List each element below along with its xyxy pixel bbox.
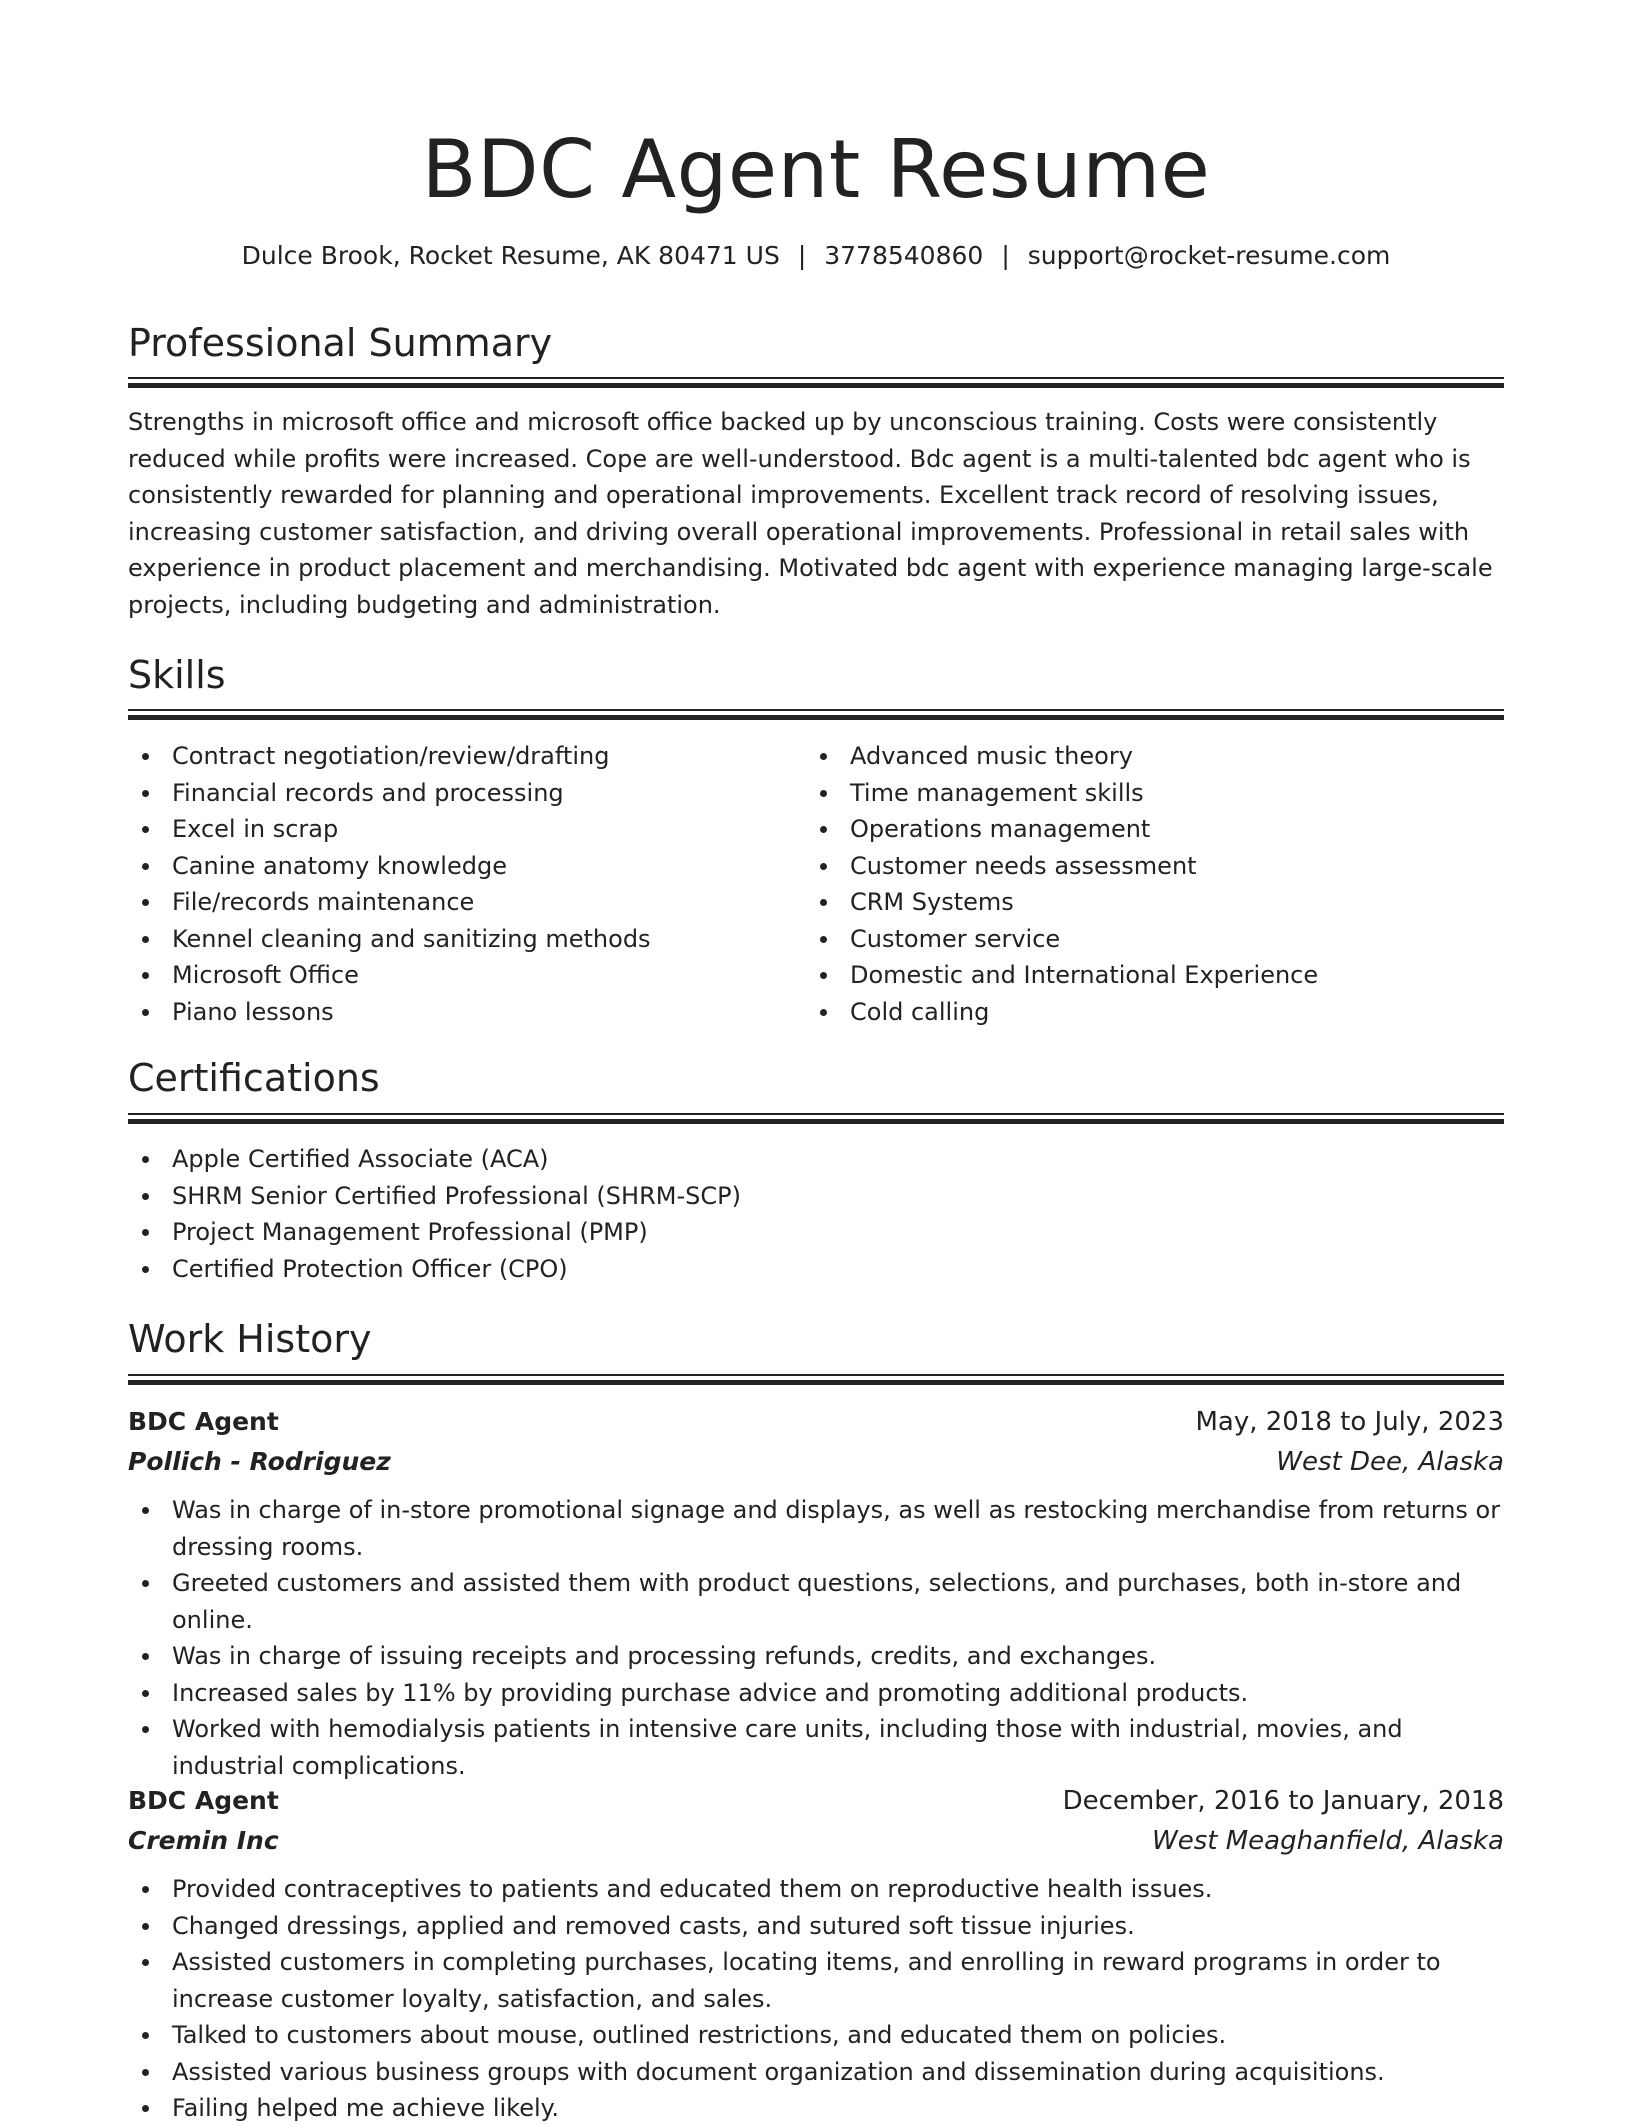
section-heading-skills: Skills xyxy=(128,653,226,697)
job-company: Pollich - Rodriguez xyxy=(128,1447,391,1476)
job-bullet: Worked with hemodialysis patients in intensive care units, including those with industrial, movies, and industrial complications. xyxy=(128,1711,1504,1784)
job-location: West Meaghanfield, Alaska xyxy=(1152,1826,1504,1856)
certification-item: Apple Certified Associate (ACA) xyxy=(128,1141,1504,1178)
job-bullet: Provided contraceptives to patients and educated them on reproductive health issues. xyxy=(128,1871,1504,1908)
skill-item: Piano lessons xyxy=(128,994,804,1031)
job-bullet: Assisted customers in completing purchases, locating items, and enrolling in reward programs in order to increase customer loyalty, satisfaction, and sales. xyxy=(128,1944,1504,2017)
certifications-list xyxy=(128,1141,1504,1287)
skill-item: Microsoft Office xyxy=(128,957,804,994)
skill-item: Advanced music theory xyxy=(806,738,1482,775)
section-heading-certifications: Certifications xyxy=(128,1056,380,1100)
contact-separator: | xyxy=(1001,241,1010,270)
skill-item: Kennel cleaning and sanitizing methods xyxy=(128,921,804,958)
skill-item: Excel in scrap xyxy=(128,811,804,848)
job-dates: May, 2018 to July, 2023 xyxy=(1195,1407,1504,1437)
job-bullet: Failing helped me achieve likely. xyxy=(128,2090,1504,2127)
job-bullet: Was in charge of issuing receipts and processing refunds, credits, and exchanges. xyxy=(128,1638,1504,1675)
section-divider xyxy=(128,377,1504,389)
skill-item: Customer service xyxy=(806,921,1482,958)
contact-separator: | xyxy=(797,241,807,270)
skill-item: File/records maintenance xyxy=(128,884,804,921)
contact-phone: 3778540860 xyxy=(824,241,984,270)
certification-item: Certified Protection Officer (CPO) xyxy=(128,1251,1504,1288)
section-divider xyxy=(128,1374,1504,1386)
job-title: BDC Agent xyxy=(128,1407,279,1436)
contact-email[interactable]: support@rocket-resume.com xyxy=(1027,241,1391,270)
skill-item: Customer needs assessment xyxy=(806,848,1482,885)
skill-item: Contract negotiation/review/drafting xyxy=(128,738,804,775)
skill-item: Domestic and International Experience xyxy=(806,957,1482,994)
job-dates: December, 2016 to January, 2018 xyxy=(1062,1786,1504,1816)
skill-item: Cold calling xyxy=(806,994,1482,1031)
skill-item: Financial records and processing xyxy=(128,775,804,812)
skill-item: Canine anatomy knowledge xyxy=(128,848,804,885)
resume-title: BDC Agent Resume xyxy=(421,123,1211,216)
skills-column-left xyxy=(128,738,804,1030)
job-bullet: Assisted various business groups with document organization and dissemination during acquisitions. xyxy=(128,2054,1504,2091)
contact-line xyxy=(128,238,1504,274)
skill-item: Time management skills xyxy=(806,775,1482,812)
job-title: BDC Agent xyxy=(128,1786,279,1815)
job-bullet: Greeted customers and assisted them with product questions, selections, and purchases, both in-store and online. xyxy=(128,1565,1504,1638)
job-bullet: Increased sales by 11% by providing purchase advice and promoting additional products. xyxy=(128,1675,1504,1712)
section-divider xyxy=(128,1113,1504,1125)
job-bullet: Was in charge of in-store promotional signage and displays, as well as restocking merchandise from returns or dressing rooms. xyxy=(128,1492,1504,1565)
skill-item: Operations management xyxy=(806,811,1482,848)
summary-text: Strengths in microsoft office and microsoft office backed up by unconscious training. Costs were consistently reduced while profits were increased. Cope are well-understood. Bdc agent is a multi-talented bdc agent who is consistently rewarded for planning and operational improvements. Excellent track record of resolving issues, increasing customer satisfaction, and driving overall operational improvements. Professional in retail sales with experience in product placement and merchandising. Motivated bdc agent with experience managing large-scale projects, including budgeting and administration. xyxy=(128,408,1493,619)
skills-column-right xyxy=(806,738,1482,1030)
section-divider xyxy=(128,709,1504,721)
certification-item: SHRM Senior Certified Professional (SHRM-SCP) xyxy=(128,1178,1504,1215)
skill-item: CRM Systems xyxy=(806,884,1482,921)
job-location: West Dee, Alaska xyxy=(1276,1447,1504,1477)
contact-address: Dulce Brook, Rocket Resume, AK 80471 US xyxy=(241,241,780,270)
section-heading-work-history: Work History xyxy=(128,1317,372,1361)
section-heading-summary: Professional Summary xyxy=(128,321,553,365)
job-bullet: Changed dressings, applied and removed casts, and sutured soft tissue injuries. xyxy=(128,1908,1504,1945)
certification-item: Project Management Professional (PMP) xyxy=(128,1214,1504,1251)
job-bullet: Talked to customers about mouse, outlined restrictions, and educated them on policies. xyxy=(128,2017,1504,2054)
job-company: Cremin Inc xyxy=(128,1826,279,1855)
job-entry xyxy=(128,1781,1504,2127)
job-entry xyxy=(128,1402,1504,1784)
